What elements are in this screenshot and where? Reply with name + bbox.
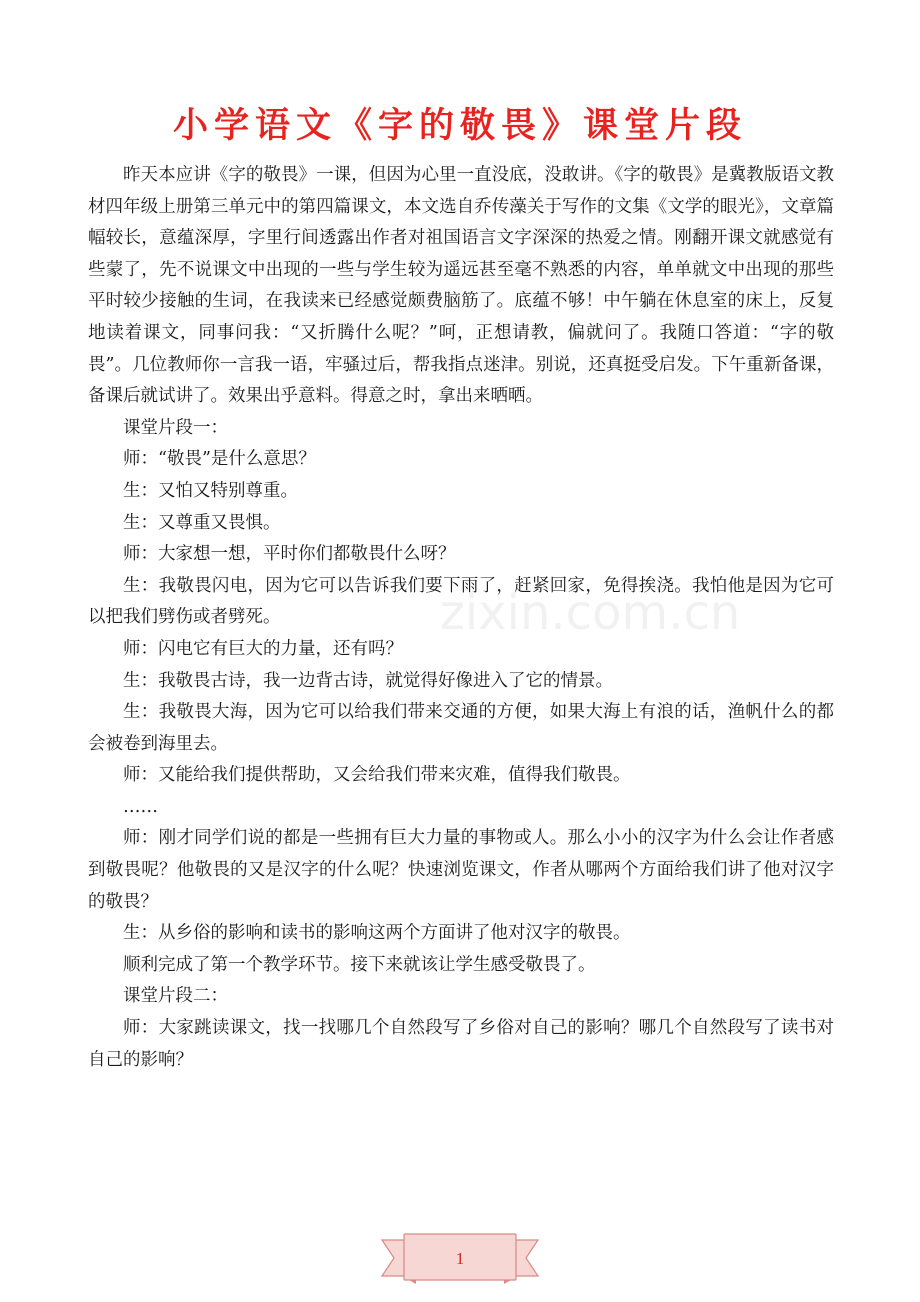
- page-number: 1: [455, 1249, 465, 1268]
- dialogue-line: 生：从乡俗的影响和读书的影响这两个方面讲了他对汉字的敬畏。: [123, 923, 631, 944]
- dialogue-line: 师：刚才同学们说的都是一些拥有巨大力量的事物或人。那么小小的汉字为什么会让作者感到敬畏呢？他敬畏的又是汉字的什么呢？快速浏览课文，作者从哪两个方面给我们讲了他对汉字的敬畏？: [88, 828, 834, 912]
- paragraph-transition: 顺利完成了第一个教学环节。接下来就该让学生感受敬畏了。: [123, 954, 596, 975]
- dialogue-line: 生：我敬畏古诗，我一边背古诗，就觉得好像进入了它的情景。: [123, 670, 613, 691]
- paragraph-section-heading: 课堂片段二：: [123, 986, 228, 1007]
- dialogue-line: 师：闪电它有巨大的力量，还有吗？: [123, 638, 403, 659]
- ellipsis-line: ……: [123, 796, 158, 817]
- dialogue-line: 师：又能给我们提供帮助，又会给我们带来灾难，值得我们敬畏。: [123, 765, 631, 786]
- document-title: 小学语文《字的敬畏》课堂片段: [172, 106, 747, 146]
- paragraph-intro: 昨天本应讲《字的敬畏》一课，但因为心里一直没底，没敢讲。《字的敬畏》是冀教版语文教材四年级上册第三单元中的第四篇课文，本文选自乔传藻关于写作的文集《文学的眼光》，文章篇幅较长，意蕴深厚，字里行间透露出作者对祖国语言文字深深的热爱之情。刚翻开课文就感觉有些蒙了，先不说课文中出现的一些与学生较为遥远甚至毫不熟悉的内容，单单就文中出现的那些平时较少接触的生词，在我读来已经感觉颇费脑筋了。底蕴不够！中午躺在休息室的床上，反复地读着课文，同事问我：“又折腾什么呢？”呵，正想请教，偏就问了。我随口答道：“字的敬畏”。几位教师你一言我一语，牢骚过后，帮我指点迷津。别说，还真挺受启发。下午重新备课，备课后就试讲了。效果出乎意料。得意之时，拿出来晒晒。: [88, 165, 834, 407]
- dialogue-line: 师：“敬畏”是什么意思？: [123, 449, 316, 470]
- dialogue-line: 生：我敬畏大海，因为它可以给我们带来交通的方便，如果大海上有浪的话，渔帆什么的都会被卷到海里去。: [88, 702, 834, 754]
- dialogue-line: 生：我敬畏闪电，因为它可以告诉我们要下雨了，赶紧回家，免得挨浇。我怕他是因为它可以把我们劈伤或者劈死。: [88, 575, 834, 628]
- document-body: [88, 160, 834, 1076]
- page-number-ribbon: [380, 1230, 540, 1292]
- dialogue-line: 师：大家想一想，平时你们都敬畏什么呀？: [123, 544, 456, 565]
- dialogue-line: 生：又尊重又畏惧。: [123, 512, 281, 533]
- paragraph-section-heading: 课堂片段一：: [123, 417, 228, 438]
- dialogue-line: 生：又怕又特别尊重。: [123, 480, 298, 501]
- dialogue-line: 师：大家跳读课文，找一找哪几个自然段写了乡俗对自己的影响？哪几个自然段写了读书对自己的影响？: [88, 1018, 834, 1070]
- watermark: zixin.com.cn: [439, 585, 741, 641]
